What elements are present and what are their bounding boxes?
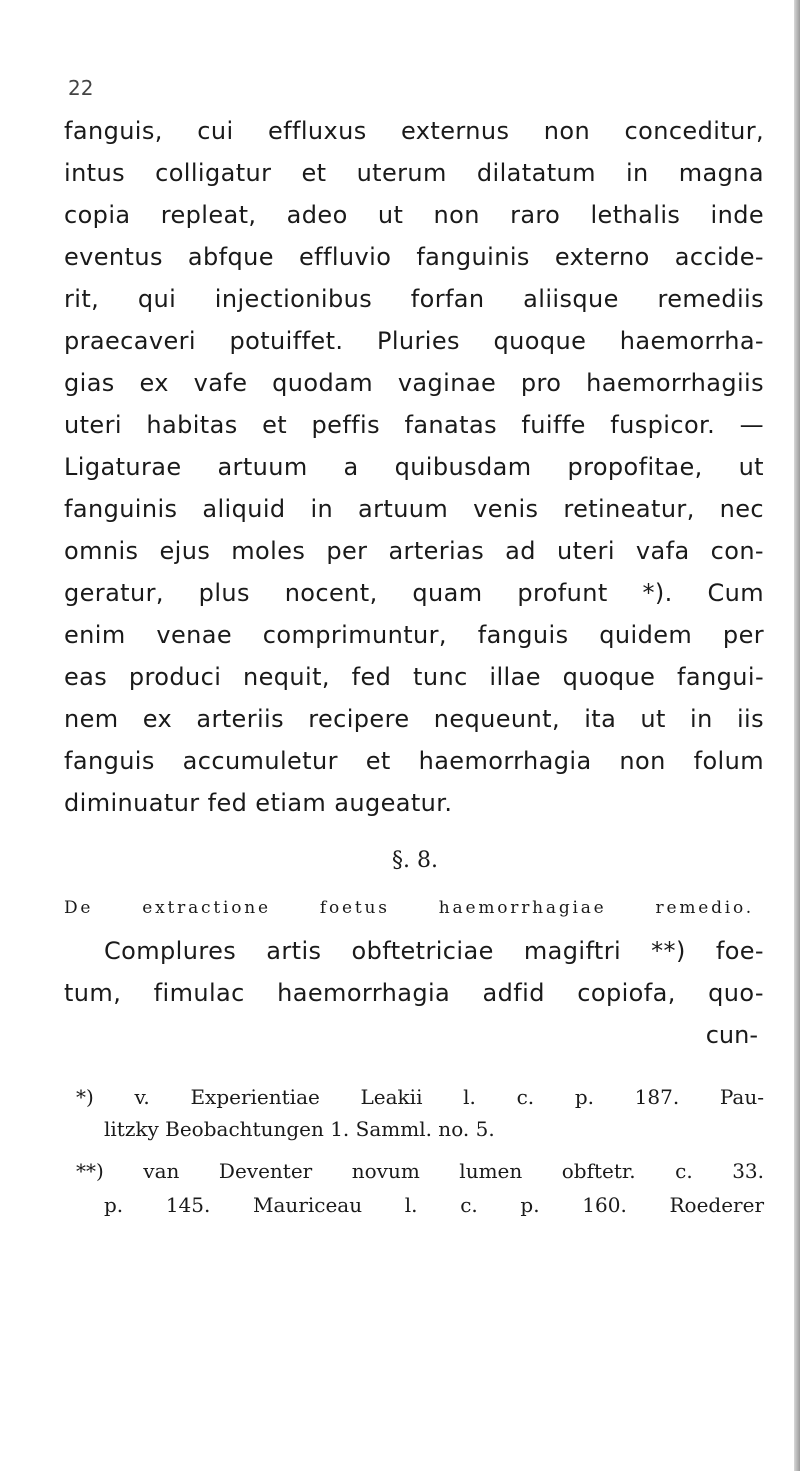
footnote-line: **) van Deventer novum lumen obftetr. c. 33. bbox=[76, 1159, 764, 1183]
text-line: uteri habitas et peffis fanatas fuiffe fuspicor. — bbox=[64, 411, 764, 439]
text-line: geratur, plus nocent, quam profunt *). Cum bbox=[64, 579, 764, 607]
footnote-line: p. 145. Mauriceau l. c. p. 160. Roederer bbox=[104, 1193, 764, 1217]
text-line: rit, qui injectionibus forfan aliisque remediis bbox=[64, 285, 764, 313]
text-line: tum, fimulac haemorrhagia adfid copiofa, quo- bbox=[64, 979, 764, 1007]
text-line: enim venae comprimuntur, fanguis quidem per bbox=[64, 621, 764, 649]
text-line: Complures artis obftetriciae magiftri **) foe- bbox=[104, 937, 764, 965]
text-line: eas produci nequit, fed tunc illae quoque fangui- bbox=[64, 663, 764, 691]
text-line: diminuatur fed etiam augeatur. bbox=[64, 789, 453, 817]
text-line: eventus abfque effluvio fanguinis externo accide- bbox=[64, 243, 764, 271]
text-line: fanguis accumuletur et haemorrhagia non folum bbox=[64, 747, 764, 775]
page-number: 22 bbox=[68, 76, 94, 100]
text-line: intus colligatur et uterum dilatatum in magna bbox=[64, 159, 764, 187]
section-number: §. 8. bbox=[392, 848, 438, 873]
text-line: Ligaturae artuum a quibusdam propofitae, ut bbox=[64, 453, 764, 481]
text-line: gias ex vafe quodam vaginae pro haemorrhagiis bbox=[64, 369, 764, 397]
footnote-line: litzky Beobachtungen 1. Samml. no. 5. bbox=[104, 1117, 495, 1141]
section-heading: De extractione foetus haemorrhagiae remedio. bbox=[64, 898, 754, 918]
text-line: omnis ejus moles per arterias ad uteri vafa con- bbox=[64, 537, 764, 565]
text-line: copia repleat, adeo ut non raro lethalis inde bbox=[64, 201, 764, 229]
text-line: praecaveri potuiffet. Pluries quoque haemorrha- bbox=[64, 327, 764, 355]
page-edge-shadow bbox=[794, 0, 800, 1471]
text-line: nem ex arteriis recipere nequeunt, ita ut in iis bbox=[64, 705, 764, 733]
catchword: cun- bbox=[705, 1021, 758, 1049]
text-line: fanguinis aliquid in artuum venis retineatur, nec bbox=[64, 495, 764, 523]
footnote-line: *) v. Experientiae Leakii l. c. p. 187. Pau- bbox=[76, 1085, 764, 1109]
text-line: fanguis, cui effluxus externus non conceditur, bbox=[64, 117, 764, 145]
